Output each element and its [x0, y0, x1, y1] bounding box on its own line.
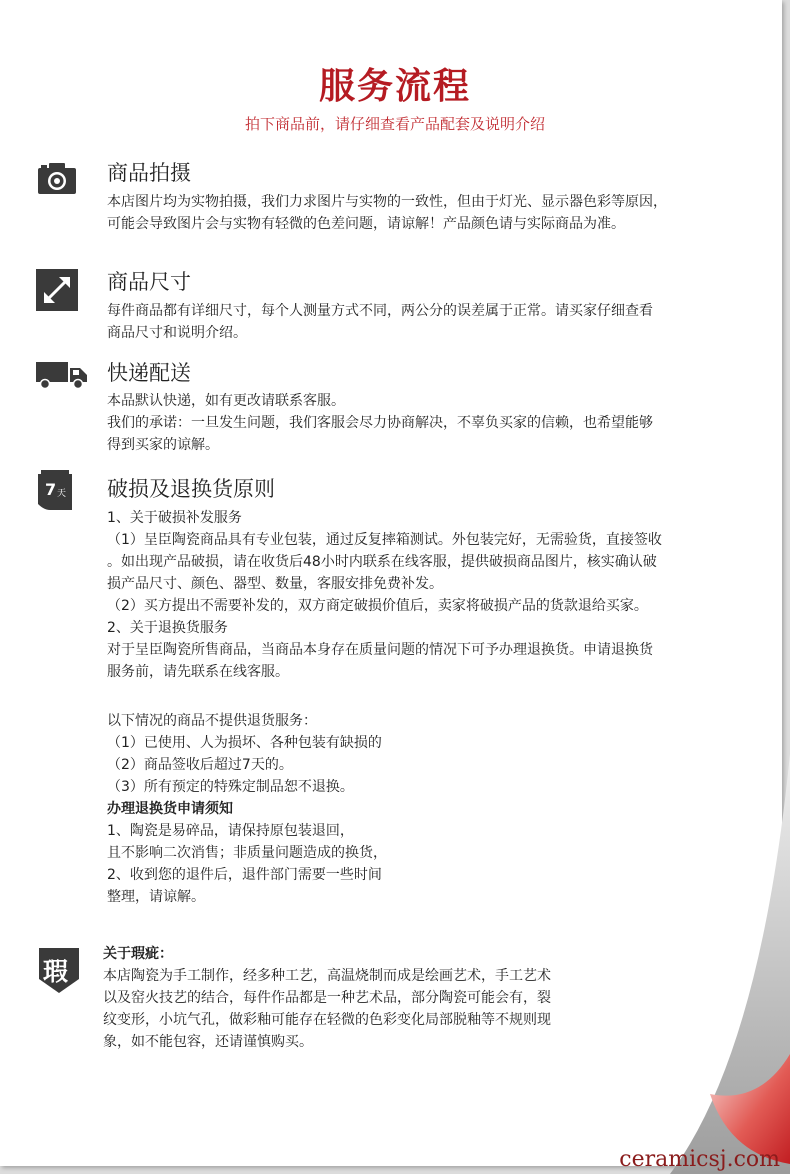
- text-line: （2）商品签收后超过7天的。: [107, 757, 293, 773]
- text-line: 以及窑火技艺的结合，每件作品都是一种艺术品，部分陶瓷可能会有，裂: [103, 990, 551, 1006]
- process-title: 办理退换货申请须知: [107, 801, 233, 817]
- text-line: （3）所有预定的特殊定制品恕不退换。: [107, 779, 354, 795]
- text-line: 服务前，请先联系在线客服。: [107, 664, 289, 680]
- text-line: 。如出现产品破损，请在收货后48小时内联系在线客服，提供破损商品图片，核实确认破: [107, 554, 657, 570]
- text-line: （2）买方提出不需要补发的，双方商定破损价值后，卖家将破损产品的货款退给买家。: [107, 598, 648, 614]
- text-line: 得到买家的谅解。: [107, 437, 219, 453]
- text-line: 我们的承诺：一旦发生问题，我们客服会尽力协商解决，不辜负买家的信赖，也希望能够: [107, 415, 653, 431]
- text-line: 对于呈臣陶瓷所售商品，当商品本身存在质量问题的情况下可予办理退换货。申请退换货: [107, 642, 653, 658]
- text-line: （1）已使用、人为损坏、各种包装有缺损的: [107, 735, 382, 751]
- text-line: 本品默认快递，如有更改请联系客服。: [107, 393, 345, 409]
- calendar-7-days-icon: [38, 470, 72, 510]
- resize-arrow-icon: [36, 269, 78, 311]
- text-line: 1、关于破损补发服务: [107, 510, 242, 526]
- text-line: 2、关于退换货服务: [107, 620, 228, 636]
- section-text-size: [107, 300, 737, 344]
- section-title-delivery: 快递配送: [107, 361, 191, 385]
- section-text-delivery: [107, 390, 737, 456]
- text-line: 纹变形，小坑气孔，做彩釉可能存在轻微的色彩变化局部脱釉等不规则现: [103, 1012, 551, 1028]
- calendar-unit: 天: [57, 489, 67, 499]
- text-line: 每件商品都有详细尺寸，每个人测量方式不同，两公分的误差属于正常。请买家仔细查看: [107, 303, 653, 319]
- section-title-flaw: 关于瑕疵：: [103, 946, 173, 962]
- shield-char: 瑕: [43, 957, 69, 986]
- text-line: 商品尺寸和说明介绍。: [107, 325, 247, 341]
- section-title-returns: 破损及退换货原则: [107, 477, 275, 501]
- no-return-block: [107, 710, 737, 908]
- page-subtitle: 拍下商品前，请仔细查看产品配套及说明介绍: [244, 115, 545, 133]
- page-title: 服务流程: [318, 66, 471, 107]
- text-line: 1、陶瓷是易碎品，请保持原包装退回，: [107, 823, 354, 839]
- camera-icon: [36, 157, 78, 199]
- truck-icon: [36, 360, 88, 390]
- text-line: 本店陶瓷为手工制作，经多种工艺，高温烧制而成是绘画艺术，手工艺术: [103, 968, 551, 984]
- text-line: 且不影响二次消售；非质量问题造成的换货，: [107, 845, 387, 861]
- text-line: 本店图片均为实物拍摄，我们力求图片与实物的一致性，但由于灯光、显示器色彩等原因，: [107, 194, 667, 210]
- watermark: ceramicsj.com: [619, 1147, 780, 1172]
- text-line: 象，如不能包容，还请谨慎购买。: [103, 1034, 313, 1050]
- section-text-flaw: [103, 943, 733, 1053]
- flaw-shield-icon: [36, 945, 82, 995]
- text-line: （1）呈臣陶瓷商品具有专业包装，通过反复摔箱测试。外包装完好，无需验货，直接签收: [107, 532, 662, 548]
- section-title-photo: 商品拍摄: [107, 161, 191, 185]
- no-return-title: 以下情况的商品不提供退货服务：: [107, 713, 317, 729]
- text-line: 2、收到您的退件后，退件部门需要一些时间: [107, 867, 382, 883]
- calendar-number: 7: [45, 480, 57, 499]
- section-text-photo: [107, 191, 737, 235]
- text-line: 损产品尺寸、颜色、器型、数量，客服安排免费补发。: [107, 576, 443, 592]
- text-line: 可能会导致图片会与实物有轻微的色差问题，请谅解！产品颜色请与实际商品为准。: [107, 216, 625, 232]
- section-text-returns: [107, 507, 737, 683]
- text-line: 整理，请谅解。: [107, 889, 205, 905]
- section-title-size: 商品尺寸: [107, 270, 191, 294]
